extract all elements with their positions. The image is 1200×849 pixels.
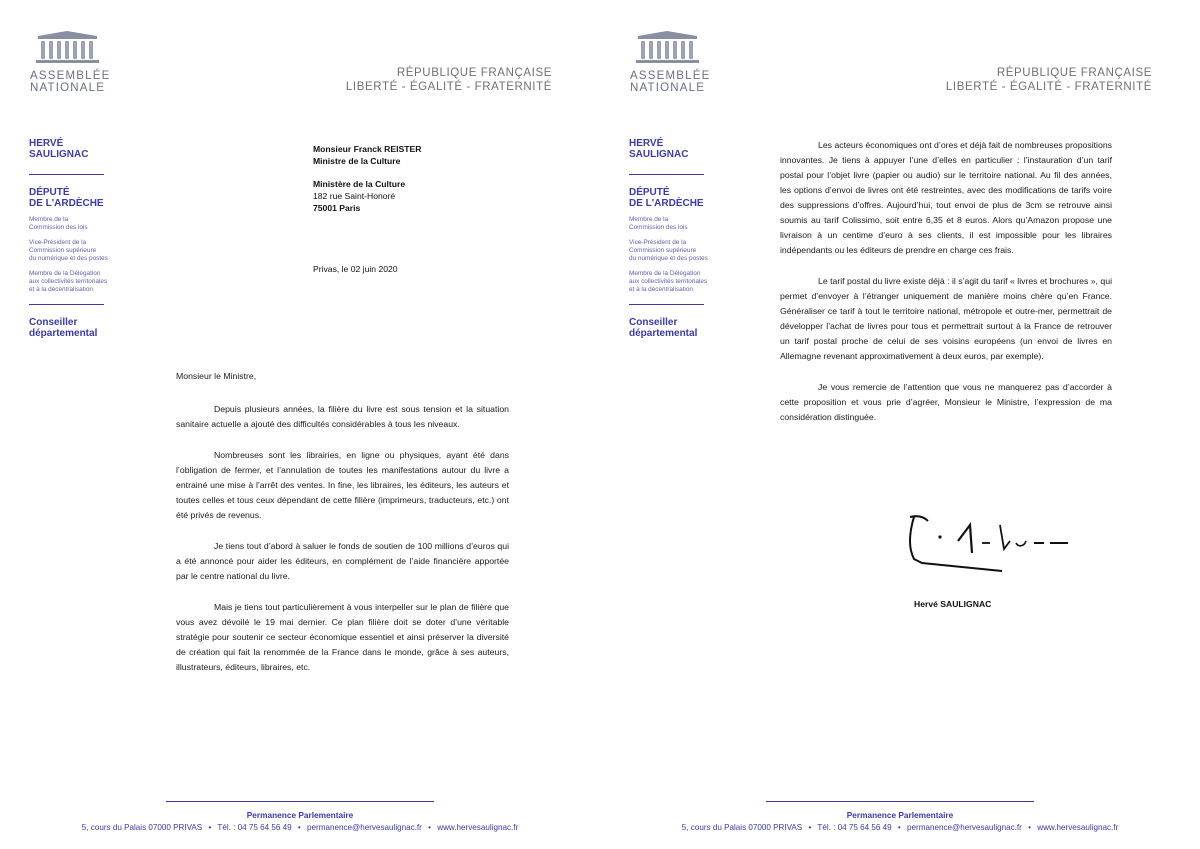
paragraph-5: Les acteurs économiques ont d’ores et déjà fait de nombreuses propositions innovantes. Je tiens à appuyer l’une d’elles en particulier : l’instauration d’un tarif postal pour l’objet livre (papier ou audio) sur le territoire national. Au fil des années, les options d’envoi de livres ont été restreintes, avec des modifications de tarifs voire des suppressions d’offres. Aujourd’hui, tout envoi de plus de 3cm se retrouve ainsi soumis au tarif Colissimo, soit entre 6,35 et 8 euros. Alors qu’Amazon propose une livraison à un centime d’euro à ses clients, il est impossible pour les libraires indépendants ou les éditeurs de prendre en charge ces frais. bbox=[780, 140, 1112, 255]
footer-email[interactable]: permanence@hervesaulignac.fr bbox=[307, 823, 422, 832]
logo-line-1: ASSEMBLÉE bbox=[30, 70, 111, 82]
logo-line-2: NATIONALE bbox=[30, 82, 106, 94]
footer-email[interactable]: permanence@hervesaulignac.fr bbox=[907, 823, 1022, 832]
sidebar-title bbox=[29, 187, 139, 209]
sidebar bbox=[629, 138, 739, 339]
paragraph-4: Mais je tiens tout particulièrement à vous interpeller sur le plan de filière que vous avez dévoilé le 19 mai dernier. Ce plan filière doit se doter d’une véritable stratégie pour soutenir ce secteur économique essentiel et ainsi préserver la diversité de création qui fait la renommée de la France dans le monde, grâce à ses auteurs, illustrateurs, éditeurs, libraires, etc. bbox=[176, 602, 509, 672]
role-3-line-2: aux collectivités territoriales bbox=[629, 278, 708, 285]
footer-website[interactable]: www.hervesaulignac.fr bbox=[1037, 823, 1119, 832]
role-2-line-2: Commission supérieure bbox=[29, 247, 97, 254]
footer bbox=[0, 801, 600, 835]
sidebar-name-line-1: HERVÉ bbox=[629, 138, 664, 149]
signer-name: Hervé SAULIGNAC bbox=[914, 599, 992, 609]
role-2-line-3: du numérique et des postes bbox=[29, 255, 108, 262]
republic-line-2: LIBERTÉ - ÉGALITÉ - FRATERNITÉ bbox=[945, 81, 1152, 93]
sidebar-divider-2 bbox=[29, 304, 104, 305]
footer-bullet: • bbox=[808, 823, 812, 832]
letter-body-page-1 bbox=[176, 369, 509, 691]
role-1-line-2: Commission des lois bbox=[629, 224, 688, 231]
footer-title: Permanence Parlementaire bbox=[246, 810, 354, 820]
role-3-line-1: Membre de la Délégation bbox=[629, 270, 701, 277]
sidebar-divider bbox=[629, 174, 704, 175]
role-1-line-1: Membre de la bbox=[29, 216, 69, 223]
sidebar-name-line-2: SAULIGNAC bbox=[29, 149, 89, 160]
role-3-line-3: et à la décentralisation bbox=[629, 286, 693, 293]
sidebar-council-line-1: Conseiller bbox=[629, 317, 678, 328]
footer-title: Permanence Parlementaire bbox=[846, 810, 954, 820]
republic-line-2: LIBERTÉ - ÉGALITÉ - FRATERNITÉ bbox=[345, 81, 552, 93]
letter-body-page-2 bbox=[780, 138, 1112, 441]
paragraph-6: Le tarif postal du livre existe déjà : il s’agit du tarif « livres et brochures », qui permet d’envoyer à l’étranger uniquement de manière moins chère qu’en France. Généraliser ce tarif à tout le territoire national, métropole et outre-mer, permettrait de développer l’achat de livres pour tous et permettrait surtout à la France de retrouver un tarif postal proche de celui de ses voisins européens (un envoi de livres en Allemagne revenant approximativement à deux euros, par exemple). bbox=[780, 276, 1112, 361]
sidebar-name-line-2: SAULIGNAC bbox=[629, 149, 689, 160]
footer-divider bbox=[166, 801, 434, 802]
republic-header bbox=[946, 66, 1152, 94]
role-1-line-2: Commission des lois bbox=[29, 224, 88, 231]
sidebar-role-2 bbox=[629, 239, 739, 263]
hemicycle-icon bbox=[30, 30, 105, 66]
sidebar-council-line-1: Conseiller bbox=[29, 317, 78, 328]
sidebar-role-1 bbox=[629, 216, 739, 232]
recipient-org: Ministère de la Culture bbox=[313, 179, 406, 189]
role-2-line-1: Vice-Président de la bbox=[29, 239, 87, 246]
sidebar-title-line-2: DE L'ARDÈCHE bbox=[29, 198, 104, 209]
role-3-line-2: aux collectivités territoriales bbox=[29, 278, 108, 285]
hemicycle-icon bbox=[630, 30, 705, 66]
sidebar-divider bbox=[29, 174, 104, 175]
footer-bullet: • bbox=[897, 823, 901, 832]
footer-website[interactable]: www.hervesaulignac.fr bbox=[437, 823, 519, 832]
salutation: Monsieur le Ministre, bbox=[176, 371, 257, 381]
assemblee-nationale-logo bbox=[630, 30, 711, 94]
footer-address: 5, cours du Palais 07000 PRIVAS bbox=[681, 823, 803, 832]
role-1-line-1: Membre de la bbox=[629, 216, 669, 223]
sidebar bbox=[29, 138, 139, 339]
footer-phone: Tél. : 04 75 64 56 49 bbox=[217, 823, 292, 832]
sidebar-name-line-1: HERVÉ bbox=[29, 138, 64, 149]
recipient-name: Monsieur Franck REISTER bbox=[313, 144, 422, 154]
republic-header bbox=[346, 66, 552, 94]
paragraph-7: Je vous remercie de l’attention que vous ne manquerez pas d’accorder à cette proposition et vous prie d’agréer, Monsieur le Ministre, l’expression de ma considération distinguée. bbox=[780, 382, 1112, 422]
footer-phone: Tél. : 04 75 64 56 49 bbox=[817, 823, 892, 832]
sidebar-role-1 bbox=[29, 216, 139, 232]
footer-contact bbox=[0, 821, 600, 835]
sidebar-title-line-2: DE L'ARDÈCHE bbox=[629, 198, 704, 209]
sidebar-role-3 bbox=[629, 270, 739, 294]
republic-line-1: RÉPUBLIQUE FRANÇAISE bbox=[396, 67, 552, 79]
recipient-role: Ministre de la Culture bbox=[313, 156, 401, 166]
sidebar-title bbox=[629, 187, 739, 209]
footer-bullet: • bbox=[297, 823, 301, 832]
sidebar-role-3 bbox=[29, 270, 139, 294]
footer-bullet: • bbox=[428, 823, 431, 832]
paragraph-2: Nombreuses sont les librairies, en ligne ou physiques, ayant été dans l’obligation de fermer, et l’annulation de toutes les manifestations autour du livre a entrainé une mise à l’arrêt des ventes. In fine, les libraires, les éditeurs, les auteurs et toutes celles et tous ceux dépendant de cette filière (imprimeurs, traducteurs, etc.) ont été privés de revenus. bbox=[176, 450, 509, 520]
role-3-line-3: et à la décentralisation bbox=[29, 286, 93, 293]
logo-line-1: ASSEMBLÉE bbox=[630, 70, 711, 82]
footer-bullet: • bbox=[208, 823, 212, 832]
recipient-block bbox=[313, 143, 421, 214]
footer-divider bbox=[766, 801, 1034, 802]
recipient-street: 182 rue Saint-Honoré bbox=[313, 191, 396, 201]
footer bbox=[600, 801, 1200, 835]
sidebar-council-line-2: départemental bbox=[29, 328, 98, 339]
recipient-city: 75001 Paris bbox=[313, 203, 361, 213]
paragraph-3: Je tiens tout d’abord à saluer le fonds de soutien de 100 millions d’euros qui a été annoncé pour aider les éditeurs, en complément de l’aide financière apportée par le centre national du livre. bbox=[176, 541, 509, 581]
assemblee-nationale-logo bbox=[30, 30, 111, 94]
sidebar-role-2 bbox=[29, 239, 139, 263]
sidebar-title-line-1: DÉPUTÉ bbox=[629, 187, 670, 198]
dateline: Privas, le 02 juin 2020 bbox=[313, 264, 398, 274]
footer-contact bbox=[600, 821, 1200, 835]
role-2-line-1: Vice-Président de la bbox=[629, 239, 687, 246]
footer-address: 5, cours du Palais 07000 PRIVAS bbox=[81, 823, 203, 832]
letter-page-2 bbox=[600, 0, 1200, 849]
paragraph-1: Depuis plusieurs années, la filière du livre est sous tension et la situation sanitaire actuelle a ajouté des difficultés considérables à tous les niveaux. bbox=[176, 404, 509, 429]
republic-line-1: RÉPUBLIQUE FRANÇAISE bbox=[996, 67, 1152, 79]
sidebar-title-line-1: DÉPUTÉ bbox=[29, 187, 70, 198]
role-3-line-1: Membre de la Délégation bbox=[29, 270, 101, 277]
signature-image bbox=[892, 503, 1092, 583]
sidebar-council-line-2: départemental bbox=[629, 328, 698, 339]
footer-bullet: • bbox=[1028, 823, 1031, 832]
sidebar-divider-2 bbox=[629, 304, 704, 305]
role-2-line-3: du numérique et des postes bbox=[629, 255, 708, 262]
logo-line-2: NATIONALE bbox=[630, 82, 706, 94]
role-2-line-2: Commission supérieure bbox=[629, 247, 697, 254]
